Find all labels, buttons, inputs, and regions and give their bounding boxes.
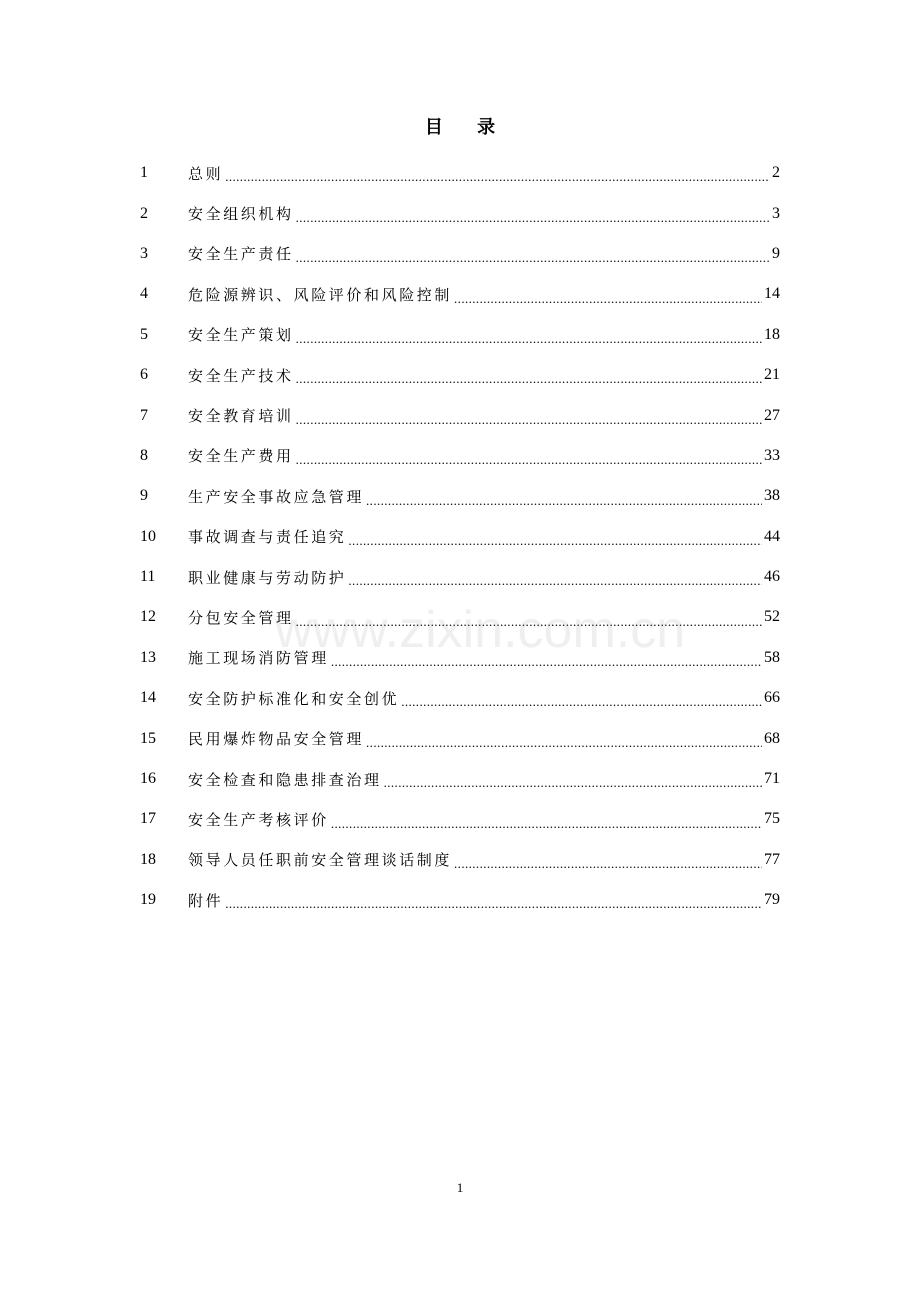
toc-entry[interactable] — [140, 153, 780, 193]
toc-entry[interactable] — [140, 557, 780, 597]
toc-entry-title: 安全生产策划 — [188, 326, 294, 345]
toc-entry-page: 44 — [764, 527, 780, 545]
toc-entry-number: 17 — [140, 810, 156, 828]
toc-entry-title: 安全生产费用 — [188, 447, 294, 466]
toc-entry-number: 18 — [140, 850, 156, 868]
toc-entry-number: 19 — [140, 891, 156, 909]
toc-entry-page: 79 — [764, 891, 780, 909]
toc-leader-dots — [225, 897, 762, 920]
page-title: 目 录 — [424, 117, 510, 138]
toc-leader-dots — [401, 695, 762, 718]
toc-entry-page: 58 — [764, 648, 780, 666]
toc-leader-dots — [225, 170, 770, 193]
toc-entry[interactable] — [140, 476, 780, 516]
toc-entry-number: 11 — [140, 568, 156, 586]
toc-entry[interactable] — [140, 517, 780, 557]
toc-entry-title: 安全生产考核评价 — [188, 810, 329, 829]
toc-entry-title: 安全检查和隐患排查治理 — [188, 770, 382, 789]
toc-entry-page: 27 — [764, 406, 780, 424]
toc-leader-dots — [296, 372, 762, 395]
toc-entry-title: 安全生产技术 — [188, 366, 294, 385]
page-number: 1 — [456, 1180, 464, 1195]
toc-entry[interactable] — [140, 315, 780, 355]
toc-entry-title: 民用爆炸物品安全管理 — [188, 730, 365, 749]
toc-entry-number: 6 — [140, 366, 148, 384]
toc-entry[interactable] — [140, 436, 780, 476]
toc-entry[interactable] — [140, 597, 780, 637]
toc-entry-page: 18 — [764, 325, 780, 343]
toc-entry-title: 安全教育培训 — [188, 407, 294, 426]
toc-leader-dots — [366, 494, 762, 517]
toc-leader-dots — [331, 655, 762, 678]
toc-leader-dots — [296, 453, 762, 476]
toc-leader-dots — [366, 736, 762, 759]
toc-entry-title: 生产安全事故应急管理 — [188, 487, 365, 506]
toc-entry-page: 52 — [764, 608, 780, 626]
toc-entry-title: 附件 — [188, 891, 224, 910]
toc-leader-dots — [296, 332, 762, 355]
toc-entry-page: 46 — [764, 568, 780, 586]
toc-entry-number: 12 — [140, 608, 156, 626]
toc-entry-page: 2 — [772, 164, 780, 182]
table-of-contents — [140, 153, 780, 920]
toc-entry[interactable] — [140, 193, 780, 233]
toc-entry[interactable] — [140, 759, 780, 799]
toc-entry-number: 16 — [140, 770, 156, 788]
watermark: www.zixin.com.cn — [274, 601, 686, 659]
toc-entry-number: 7 — [140, 406, 148, 424]
toc-entry-number: 4 — [140, 285, 148, 303]
toc-entry-number: 15 — [140, 729, 156, 747]
toc-entry-number: 1 — [140, 164, 148, 182]
toc-entry-page: 21 — [764, 366, 780, 384]
toc-entry[interactable] — [140, 799, 780, 839]
toc-entry-page: 75 — [764, 810, 780, 828]
toc-leader-dots — [348, 534, 762, 557]
toc-entry-title: 分包安全管理 — [188, 608, 294, 627]
toc-leader-dots — [296, 413, 762, 436]
toc-entry-number: 14 — [140, 689, 156, 707]
toc-leader-dots — [454, 292, 762, 315]
toc-entry-page: 66 — [764, 689, 780, 707]
toc-entry-title: 职业健康与劳动防护 — [188, 568, 347, 587]
toc-leader-dots — [384, 776, 762, 799]
toc-entry-number: 9 — [140, 487, 148, 505]
toc-entry-number: 5 — [140, 325, 148, 343]
toc-entry-page: 68 — [764, 729, 780, 747]
toc-entry-page: 38 — [764, 487, 780, 505]
toc-entry[interactable] — [140, 840, 780, 880]
toc-entry-title: 危险源辨识、风险评价和风险控制 — [188, 285, 453, 304]
toc-entry-title: 总则 — [188, 164, 224, 183]
toc-entry-title: 安全生产责任 — [188, 245, 294, 264]
toc-entry[interactable] — [140, 638, 780, 678]
toc-entry-page: 33 — [764, 446, 780, 464]
toc-entry-page: 71 — [764, 770, 780, 788]
toc-entry-number: 3 — [140, 244, 148, 262]
toc-entry-page: 14 — [764, 285, 780, 303]
toc-entry-number: 2 — [140, 204, 148, 222]
toc-leader-dots — [348, 574, 762, 597]
toc-entry-page: 3 — [772, 204, 780, 222]
toc-leader-dots — [331, 817, 762, 840]
toc-entry[interactable] — [140, 355, 780, 395]
toc-entry-number: 8 — [140, 446, 148, 464]
toc-entry[interactable] — [140, 880, 780, 920]
toc-entry-title: 领导人员任职前安全管理谈话制度 — [188, 851, 453, 870]
toc-entry-title: 安全组织机构 — [188, 205, 294, 224]
toc-leader-dots — [454, 857, 762, 880]
toc-entry-number: 13 — [140, 648, 156, 666]
toc-entry[interactable] — [140, 678, 780, 718]
toc-entry-page: 77 — [764, 850, 780, 868]
toc-entry-page: 9 — [772, 244, 780, 262]
toc-entry[interactable] — [140, 718, 780, 758]
toc-entry-title: 施工现场消防管理 — [188, 649, 329, 668]
toc-leader-dots — [296, 211, 770, 234]
toc-entry[interactable] — [140, 234, 780, 274]
toc-entry[interactable] — [140, 274, 780, 314]
toc-entry-title: 安全防护标准化和安全创优 — [188, 689, 400, 708]
toc-leader-dots — [296, 251, 770, 274]
toc-entry-number: 10 — [140, 527, 156, 545]
toc-leader-dots — [296, 615, 762, 638]
toc-entry-title: 事故调查与责任追究 — [188, 528, 347, 547]
toc-entry[interactable] — [140, 395, 780, 435]
